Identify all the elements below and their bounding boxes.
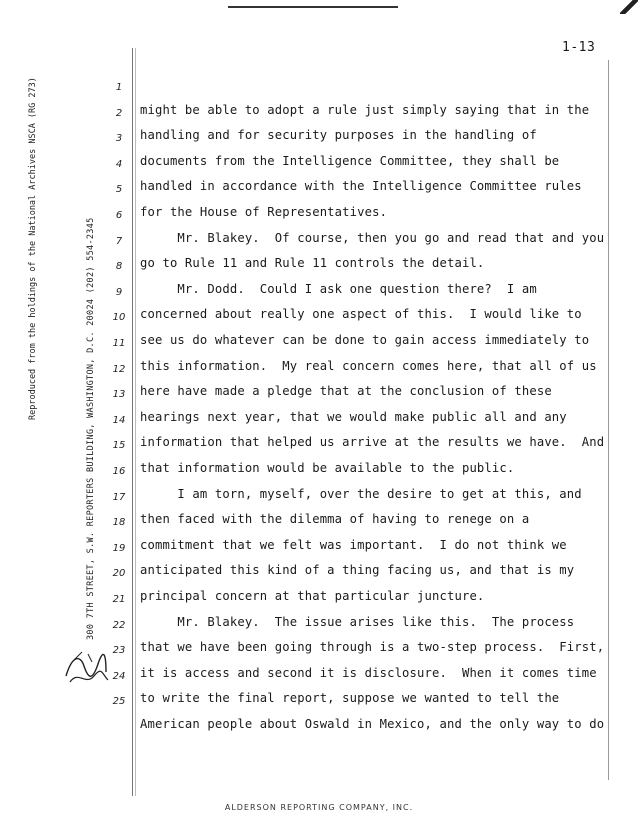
line-number: 4 — [115, 158, 123, 170]
transcript-line: might be able to adopt a rule just simply saying that in the — [140, 102, 590, 117]
page-number: 1-13 — [562, 40, 596, 55]
transcript-line: then faced with the dilemma of having to renege on a — [140, 512, 530, 527]
transcript-line: this information. My real concern comes here, that all of us — [140, 358, 597, 373]
line-number: 16 — [112, 466, 126, 477]
line-number: 1 — [115, 82, 123, 93]
line-number: 2 — [115, 107, 123, 119]
line-number: 19 — [112, 542, 126, 554]
line-number: 25 — [112, 696, 126, 708]
transcript-line: principal concern at that particular juncture. — [140, 589, 485, 603]
corner-mark — [620, 0, 638, 14]
transcript-line: anticipated this kind of a thing facing us, and that is my — [140, 563, 575, 578]
transcript-line: see us do whatever can be done to gain access immediately to — [140, 333, 590, 347]
transcript-line: for the House of Representatives. — [140, 205, 388, 219]
transcript-line: go to Rule 11 and Rule 11 controls the detail. — [140, 256, 485, 271]
line-number: 18 — [112, 517, 126, 529]
line-number: 17 — [112, 491, 126, 503]
line-number: 8 — [115, 261, 123, 273]
margin-rule — [132, 48, 133, 796]
line-number: 10 — [112, 312, 126, 324]
transcript-line: handled in accordance with the Intelligence Committee rules — [140, 179, 582, 194]
transcript-line: handling and for security purposes in the handling of — [140, 128, 537, 143]
line-number: 22 — [112, 619, 126, 631]
transcript-line: documents from the Intelligence Committee, they shall be — [140, 153, 560, 168]
line-number: 15 — [112, 440, 126, 452]
transcript-line: information that helped us arrive at the results we have. And — [140, 435, 605, 450]
line-number: 14 — [112, 414, 126, 426]
transcript-line: Mr. Blakey. The issue arises like this. The process — [140, 614, 575, 629]
line-number: 12 — [112, 363, 126, 375]
transcript-line: concerned about really one aspect of this. I would like to — [140, 307, 582, 322]
line-number: 11 — [112, 338, 126, 349]
reporter-address: 300 7TH STREET, S.W. REPORTERS BUILDING, WASHINGTON, D.C. 20024 (202) 554-2345 — [86, 217, 96, 640]
line-number: 13 — [112, 389, 126, 401]
margin-rule-inner — [135, 48, 136, 796]
transcript-line: Mr. Dodd. Could I ask one question there? I am — [140, 281, 537, 296]
top-rule — [228, 6, 398, 8]
footer: ALDERSON REPORTING COMPANY, INC. — [224, 803, 414, 812]
line-number: 24 — [112, 670, 126, 682]
line-number: 6 — [115, 210, 123, 221]
transcript-line: that we have been going through is a two-step process. First, — [140, 640, 605, 655]
line-number: 20 — [112, 568, 126, 580]
transcript-line: it is access and second it is disclosure. When it comes time — [140, 665, 597, 680]
line-number: 21 — [112, 594, 126, 605]
transcript-line: I am torn, myself, over the desire to get at this, and — [140, 486, 582, 501]
transcript-line: hearings next year, that we would make public all and any — [140, 409, 567, 424]
transcript-line: here have made a pledge that at the conclusion of these — [140, 384, 552, 399]
transcript-line: that information would be available to the public. — [140, 461, 515, 475]
transcript-line: commitment that we felt was important. I do not think we — [140, 537, 567, 552]
line-number: 23 — [112, 645, 126, 657]
line-number: 9 — [115, 286, 123, 298]
line-number: 7 — [115, 235, 123, 247]
line-number: 5 — [115, 184, 123, 196]
transcript-line: Mr. Blakey. Of course, then you go and read that and you — [140, 230, 605, 245]
transcript-line: American people about Oswald in Mexico, and the only way to do — [140, 717, 605, 731]
handwritten-initials — [62, 646, 110, 688]
line-number: 3 — [115, 133, 123, 145]
transcript-line: to write the final report, suppose we wanted to tell the — [140, 691, 560, 706]
archives-note: Reproduced from the holdings of the National Archives NSCA (RG 273) — [28, 77, 38, 420]
